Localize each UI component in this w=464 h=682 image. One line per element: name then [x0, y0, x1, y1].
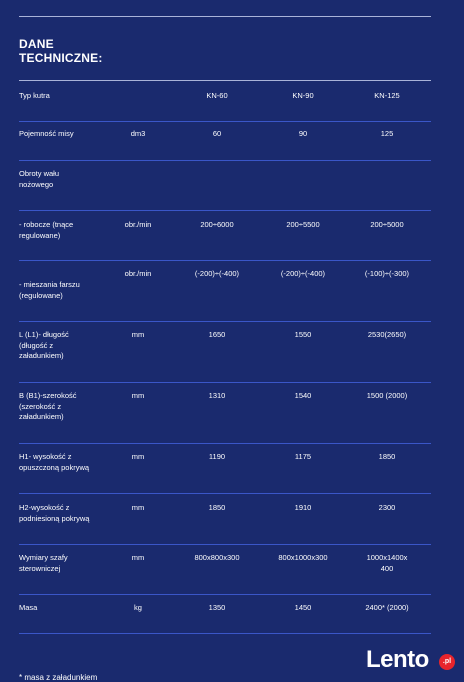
- row-unit: mm: [131, 503, 145, 512]
- row-label: H2-wysokość z podniesioną pokrywą: [19, 503, 90, 523]
- row-label: Typ kutra: [19, 91, 50, 100]
- row-label: Pojemność misy: [19, 129, 74, 138]
- logo-badge: .pl: [439, 654, 455, 670]
- row-divider: [19, 321, 431, 322]
- row-value-kn60: 1350: [208, 603, 226, 612]
- row-unit: mm: [131, 553, 145, 562]
- row-divider: [19, 121, 431, 122]
- row-unit: mm: [131, 330, 145, 339]
- row-value-kn125: 125: [380, 129, 394, 138]
- row-value-kn125: 1850: [378, 452, 396, 461]
- row-label: - mieszania farszu (regulowane): [19, 280, 80, 300]
- row-unit: obr./min: [124, 220, 152, 229]
- row-value-kn125: 200÷5000: [370, 220, 404, 229]
- top-divider: [19, 16, 431, 17]
- row-divider: [19, 382, 431, 383]
- row-label: Obroty wału nożowego: [19, 169, 60, 189]
- row-value-kn90: 1175: [294, 452, 312, 461]
- row-value-kn125: 1500 (2000): [366, 391, 408, 400]
- row-divider: [19, 544, 431, 545]
- row-value-kn90: 800x1000x300: [278, 553, 328, 562]
- row-value-kn60: 60: [212, 129, 222, 138]
- row-value-kn125: KN-125: [374, 91, 400, 100]
- row-value-kn60: 1850: [208, 503, 226, 512]
- row-divider: [19, 594, 431, 595]
- row-value-kn90: KN-90: [292, 91, 314, 100]
- row-divider: [19, 260, 431, 261]
- row-value-kn90: 200÷5500: [286, 220, 320, 229]
- row-value-kn90: 1540: [294, 391, 312, 400]
- title-divider: [19, 80, 431, 81]
- row-divider: [19, 493, 431, 494]
- row-label: Wymiary szafy sterowniczej: [19, 553, 68, 573]
- row-value-kn125: (-100)÷(-300): [364, 269, 410, 278]
- row-label: L (L1)- długość (długość z załadunkiem): [19, 330, 69, 360]
- row-unit: mm: [131, 452, 145, 461]
- row-unit: dm3: [130, 129, 146, 138]
- row-label: B (B1)-szerokość (szerokość z załadunkiem): [19, 391, 77, 421]
- title-line-2: TECHNICZNE:: [19, 51, 103, 65]
- row-value-kn60: 1310: [208, 391, 226, 400]
- row-value-kn90: 1450: [294, 603, 312, 612]
- row-value-kn125: 2400* (2000): [365, 603, 409, 612]
- row-value-kn90: 1550: [294, 330, 312, 339]
- row-unit: kg: [134, 603, 142, 612]
- row-label: H1- wysokość z opuszczoną pokrywą: [19, 452, 90, 472]
- row-value-kn90: 1910: [294, 503, 312, 512]
- row-value-kn60: 1650: [208, 330, 226, 339]
- row-divider: [19, 633, 431, 634]
- row-value-kn125: 2300: [378, 503, 396, 512]
- title-line-1: DANE: [19, 37, 54, 51]
- footnote: * masa z załadunkiem: [19, 673, 98, 682]
- row-divider: [19, 160, 431, 161]
- row-value-kn90: 90: [298, 129, 308, 138]
- row-unit: mm: [131, 391, 145, 400]
- row-value-kn90: (-200)÷(-400): [280, 269, 326, 278]
- logo-text: Lento: [366, 646, 429, 673]
- row-value-kn125: 1000x1400x 400: [366, 553, 408, 573]
- row-value-kn60: 200÷6000: [200, 220, 234, 229]
- row-value-kn60: (-200)÷(-400): [194, 269, 240, 278]
- row-label: Masa: [19, 603, 38, 612]
- row-value-kn125: 2530(2650): [367, 330, 407, 339]
- row-divider: [19, 443, 431, 444]
- row-value-kn60: 1190: [208, 452, 226, 461]
- lento-logo[interactable]: [366, 645, 456, 675]
- row-value-kn60: KN-60: [206, 91, 228, 100]
- row-label: - robocze (tnące regulowane): [19, 220, 74, 240]
- page-title: [19, 37, 103, 65]
- row-divider: [19, 210, 431, 211]
- row-value-kn60: 800x800x300: [194, 553, 240, 562]
- row-unit: obr./min: [124, 269, 152, 278]
